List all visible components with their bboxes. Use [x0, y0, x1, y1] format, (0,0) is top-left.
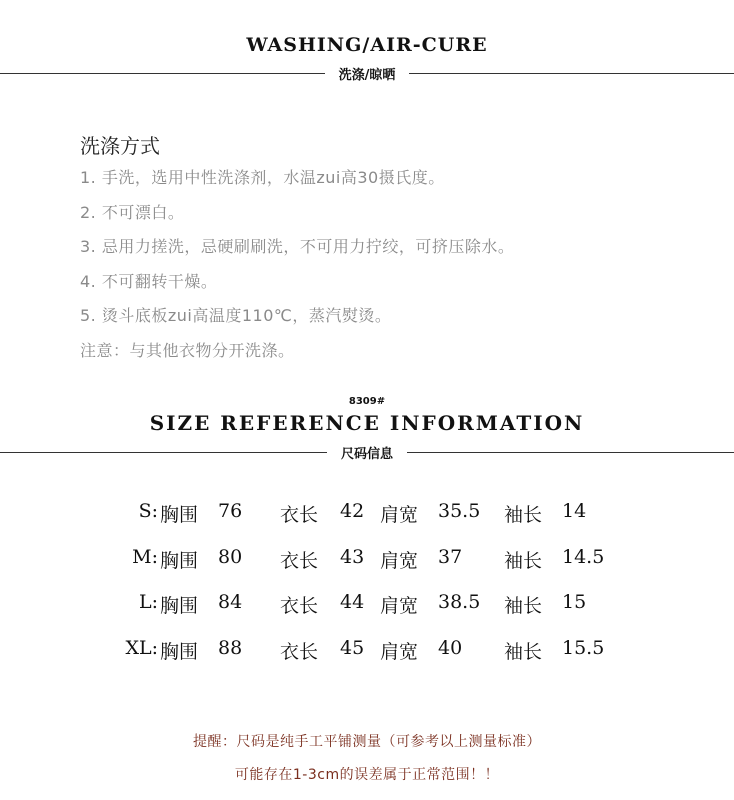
length-label: 衣长	[280, 549, 319, 572]
sleeve-label: 袖长	[504, 640, 543, 663]
length-value: 45	[340, 636, 365, 659]
chest-label: 胸围	[160, 640, 199, 663]
product-code: 8309#	[348, 396, 386, 407]
length-value: 44	[340, 591, 365, 613]
washing-method-heading: 洗涤方式	[80, 134, 160, 158]
length-label: 衣长	[280, 640, 319, 663]
chest-value: 76	[218, 500, 243, 522]
shoulder-label: 肩宽	[380, 640, 419, 663]
chest-value: 80	[218, 545, 243, 568]
length-label: 衣长	[280, 504, 319, 526]
shoulder-value: 35.5	[438, 500, 481, 522]
divider-line-left	[0, 452, 327, 453]
washing-title: WASHING/AIR-CURE	[246, 34, 488, 56]
chest-label: 胸围	[160, 504, 199, 526]
size-divider	[0, 442, 734, 462]
shoulder-value: 38.5	[438, 591, 481, 613]
washing-instruction: 2. 不可漂白。	[80, 202, 185, 222]
shoulder-label: 肩宽	[380, 549, 419, 572]
shoulder-label: 肩宽	[380, 504, 419, 526]
washing-divider	[0, 63, 734, 83]
shoulder-label: 肩宽	[380, 595, 419, 617]
size-title: SIZE REFERENCE INFORMATION	[149, 411, 585, 435]
divider-line-right	[409, 73, 734, 74]
measurement-note: 提醒：尺码是纯手工平铺测量（可参考以上测量标准）	[193, 734, 541, 750]
sleeve-value: 15	[562, 591, 587, 613]
washing-instruction: 1. 手洗，选用中性洗涤剂，水温zui高30摄氏度。	[80, 168, 445, 187]
shoulder-value: 40	[438, 636, 463, 659]
length-label: 衣长	[280, 595, 319, 617]
washing-instructions-list	[80, 164, 514, 371]
shoulder-value: 37	[438, 545, 463, 568]
size-label: M:	[132, 545, 158, 568]
sleeve-label: 袖长	[504, 504, 543, 526]
tolerance-note: 可能存在1-3cm的误差属于正常范围！！	[234, 767, 500, 783]
washing-instruction: 5. 烫斗底板zui高温度110℃，蒸汽熨烫。	[80, 306, 392, 325]
washing-instruction: 3. 忌用力搓洗，忌硬刷刷洗，不可用力拧绞，可挤压除水。	[80, 237, 515, 256]
washing-subtitle: 洗涤/晾晒	[338, 67, 396, 83]
size-label: XL:	[125, 636, 158, 659]
size-row	[108, 500, 648, 546]
chest-value: 84	[218, 591, 243, 613]
chest-label: 胸围	[160, 549, 199, 572]
sleeve-label: 袖长	[504, 549, 543, 572]
length-value: 43	[340, 545, 365, 568]
washing-caution: 注意：与其他衣物分开洗涤。	[80, 340, 295, 360]
washing-instruction: 4. 不可翻转干燥。	[80, 271, 218, 291]
size-row	[108, 591, 648, 637]
divider-line-right	[407, 452, 734, 453]
size-row	[108, 637, 648, 683]
size-label: S:	[138, 500, 158, 522]
chest-label: 胸围	[160, 595, 199, 617]
length-value: 42	[340, 500, 365, 522]
sleeve-label: 袖长	[504, 595, 543, 617]
sleeve-value: 15.5	[562, 636, 605, 659]
size-label: L:	[138, 591, 158, 613]
sleeve-value: 14	[562, 500, 587, 522]
divider-line-left	[0, 73, 325, 74]
size-row	[108, 546, 648, 592]
chest-value: 88	[218, 636, 243, 659]
size-subtitle: 尺码信息	[341, 446, 394, 462]
sleeve-value: 14.5	[562, 545, 605, 568]
size-table	[108, 500, 648, 682]
